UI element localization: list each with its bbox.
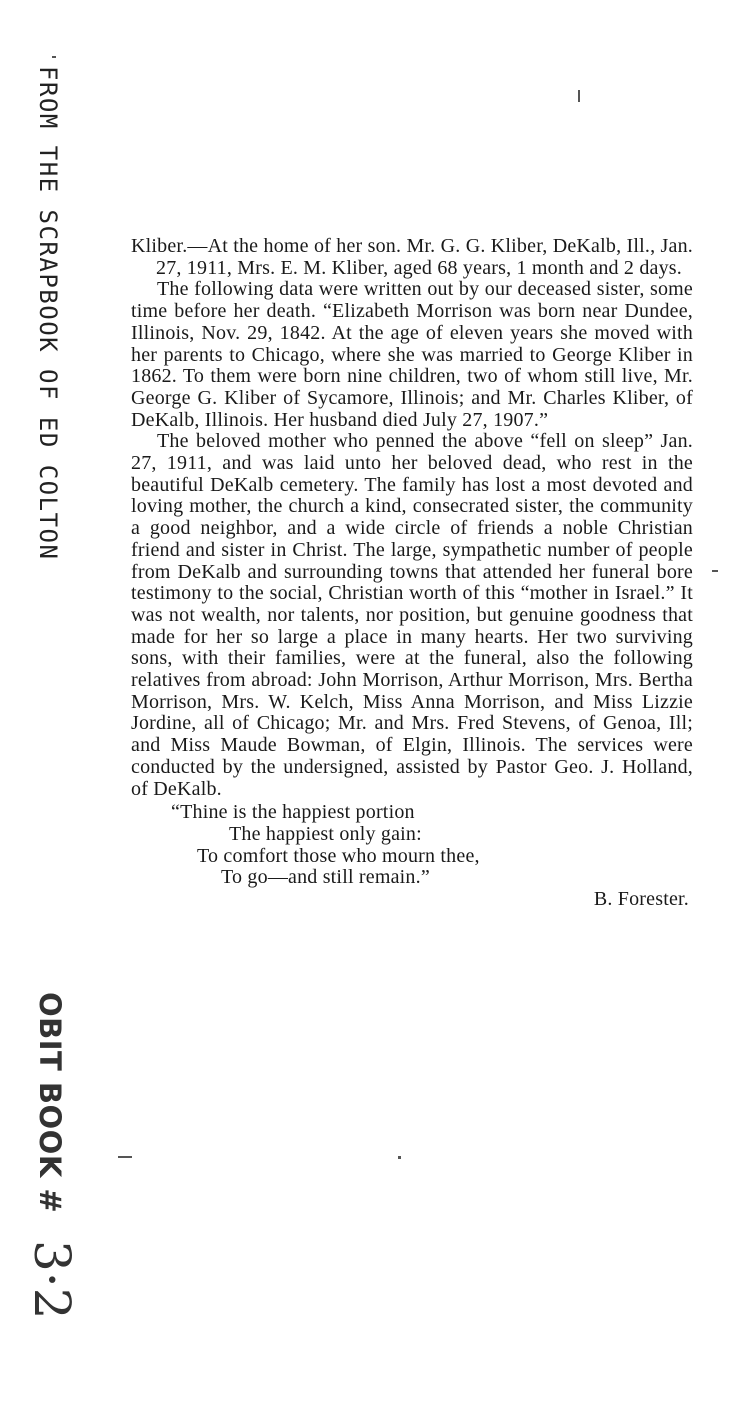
obituary-paragraph-2: The beloved mother who penned the above “fell on sleep” Jan. 27, 1911, and was laid unto her beloved dead, who rest in the beautiful DeKalb cemetery. The family has lost a most devoted and loving mother, the church a kind, consecrated sister, the community a good neighbor, and a wide circle of friends a noble Christian friend and sister in Christ. The large, sympathetic number of people from DeKalb and surrounding towns that attended her funeral bore testimony to the social, Christian worth of this “mother in Israel.” It was not wealth, nor talents, nor position, but genuine goodness that made for her so large a place in many hearts. Her two surviving sons, with their families, were at the funeral, also the following relatives from abroad: John Morrison, Arthur Morrison, Mrs. Bertha Morrison, Mrs. W. Kelch, Miss Anna Morrison, and Miss Lizzie Jordine, all of Chicago; Mr. and Mrs. Fred Stevens, of Genoa, Ill; and Miss Maude Bowman, of Elgin, Illinois. The services were conducted by the undersigned, assisted by Pastor Geo. J. Holland, of DeKalb. [131, 430, 693, 800]
obituary-lead-text: —At the home of her son. Mr. G. G. Kliber, DeKalb, Ill., Jan. 27, 1911, Mrs. E. M. Kliber, aged 68 years, 1 month and 2 days. [156, 235, 693, 279]
obituary-poem [131, 802, 693, 889]
poem-line: “Thine is the happiest portion [171, 801, 415, 824]
scan-speck [712, 570, 718, 572]
obit-book-label: OBIT BOOK # [33, 992, 67, 1214]
obituary-headword: Kliber. [131, 235, 188, 257]
scan-speck [118, 1156, 132, 1158]
poem-line: The happiest only gain: [229, 822, 422, 845]
scan-speck [578, 90, 580, 102]
obit-book-number: 3·2 [23, 1240, 81, 1320]
poem-line: To go—and still remain.” [221, 866, 430, 889]
scrapbook-source-label: FROM THE SCRAPBOOK OF ED COLTON [34, 66, 62, 561]
obituary-signature: B. Forester. [593, 888, 689, 911]
scan-speck [52, 56, 56, 58]
obituary-clipping [131, 236, 693, 911]
obituary-paragraph-1: The following data were written out by our deceased sister, some time before her death. “Elizabeth Morrison was born near Dundee, Illinois, Nov. 29, 1842. At the age of eleven years she moved with her parents to Chicago, where she was married to George Kliber in 1862. To them were born nine children, two of whom still live, Mr. George G. Kliber of Sycamore, Illinois; and Mr. Charles Kliber, of DeKalb, Illinois. Her husband died July 27, 1907.” [131, 278, 693, 431]
scan-speck [398, 1156, 401, 1159]
obituary-lead [131, 236, 693, 279]
poem-line: To comfort those who mourn thee, [197, 844, 480, 867]
